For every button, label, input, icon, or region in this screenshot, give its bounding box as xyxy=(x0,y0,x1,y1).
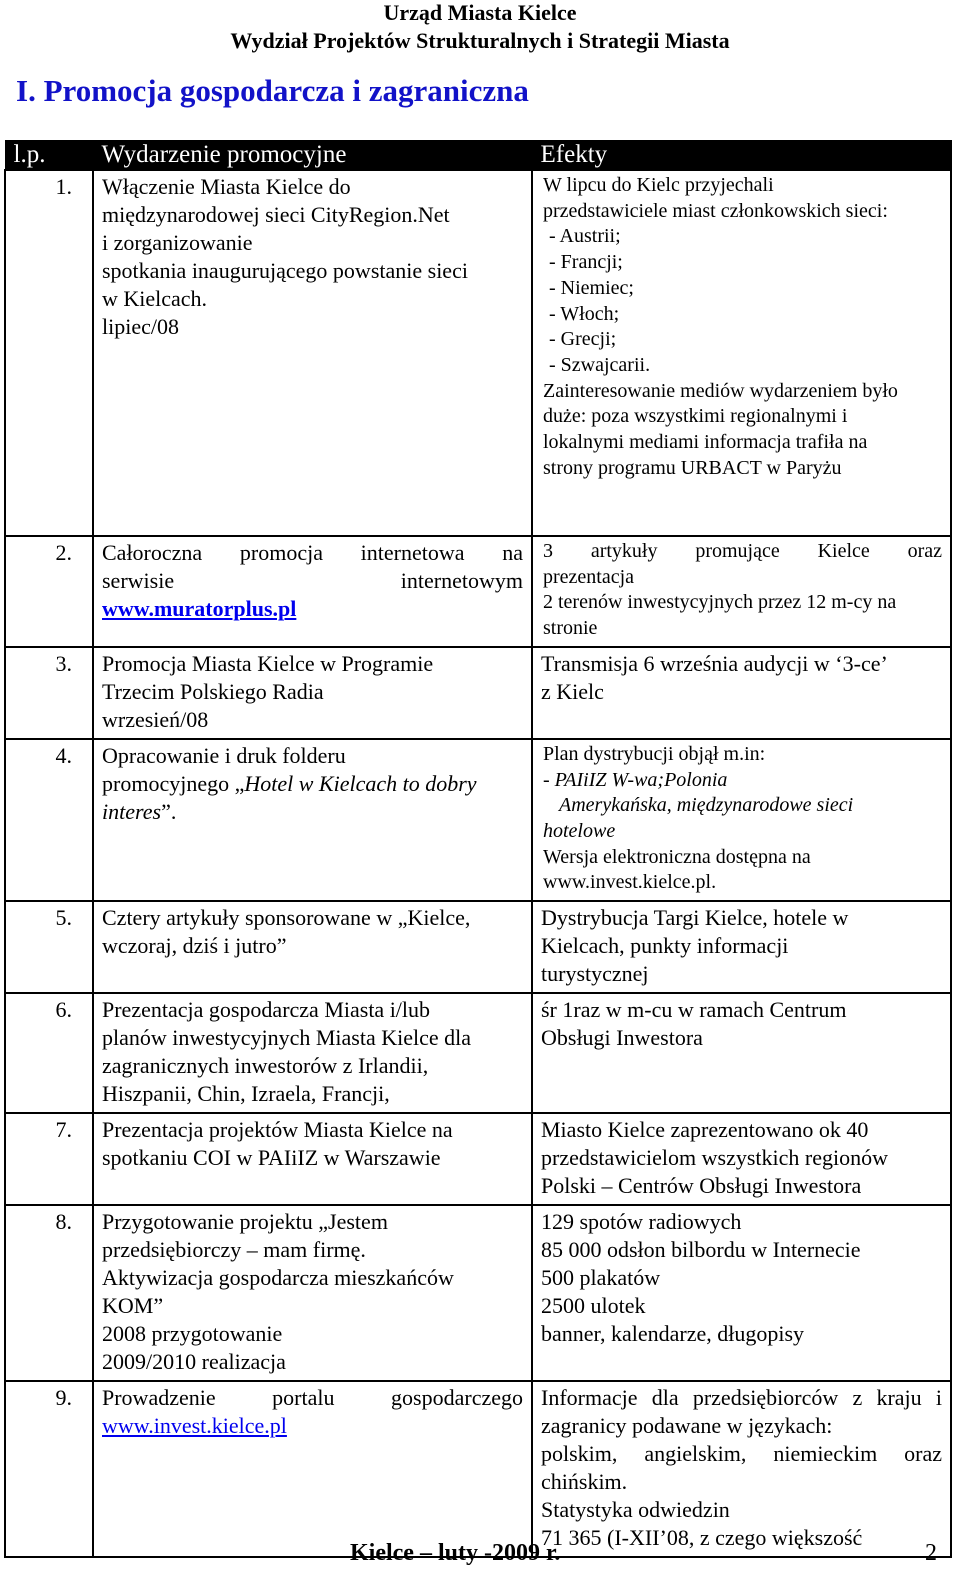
effects-line: Transmisja 6 września audycji w ‘3-ce’ xyxy=(541,650,888,676)
folder-title: Hotel w Kielcach to dobry xyxy=(244,770,477,796)
event-cell xyxy=(93,1205,532,1381)
effects-list-item: - Niemiec; xyxy=(549,276,634,299)
event-cell xyxy=(93,1381,532,1557)
column-header-event: Wydarzenie promocyjne xyxy=(93,141,532,171)
footer-date: Kielce – luty -2009 r. xyxy=(350,1540,561,1566)
event-date: wrzesień/08 xyxy=(102,706,209,732)
effects-line: Informacje dla przedsiębiorców z kraju i xyxy=(541,1385,942,1411)
event-cell xyxy=(93,739,532,901)
event-line: Cztery artykuły sponsorowane w „Kielce, xyxy=(102,905,471,931)
effects-line: polskim, angielskim, niemieckim oraz xyxy=(541,1441,942,1467)
event-line: Przygotowanie projektu „Jestem xyxy=(102,1209,388,1235)
event-line xyxy=(102,798,523,826)
event-line: Prezentacja gospodarcza Miasta i/lub xyxy=(102,997,431,1023)
event-line: 2008 przygotowanie xyxy=(102,1321,283,1347)
event-line xyxy=(102,770,523,798)
header-department-name: Wydział Projektów Strukturalnych i Strategii Miasta xyxy=(230,28,730,53)
effects-line: lokalnymi mediami informacja trafiła na xyxy=(543,431,868,454)
effects-line: prezentacja xyxy=(543,565,635,588)
effects-line: 129 spotów radiowych xyxy=(541,1209,742,1235)
effects-line: 500 plakatów xyxy=(541,1265,661,1291)
event-line: serwisie internetowym xyxy=(102,568,523,593)
row-number: 6. xyxy=(5,993,93,1113)
effects-list-item: - Grecji; xyxy=(549,328,617,351)
event-line: Prezentacja projektów Miasta Kielce na xyxy=(102,1117,453,1143)
effects-line: hotelowe xyxy=(543,819,616,842)
table-row xyxy=(5,1381,951,1557)
effects-line: śr 1raz w m-cu w ramach Centrum xyxy=(541,997,847,1023)
column-header-lp: l.p. xyxy=(5,141,93,171)
event-line: 2009/2010 realizacja xyxy=(102,1349,286,1375)
event-line: Promocja Miasta Kielce w Programie xyxy=(102,650,434,676)
row-number: 4. xyxy=(5,739,93,901)
effects-line: W lipcu do Kielc przyjechali xyxy=(543,174,774,196)
effects-line: strony programu URBACT w Paryżu xyxy=(543,456,842,479)
effects-line: Plan dystrybucji objął m.in: xyxy=(543,742,766,765)
event-line: Trzecim Polskiego Radia xyxy=(102,678,324,704)
table-row xyxy=(5,170,951,536)
effects-line: turystycznej xyxy=(541,961,649,987)
event-line: planów inwestycyjnych Miasta Kielce dla xyxy=(102,1025,472,1051)
muratorplus-link[interactable]: www.muratorplus.pl xyxy=(102,596,297,621)
event-line: Hiszpanii, Chin, Izraela, Francji, xyxy=(102,1081,390,1107)
table-row xyxy=(5,739,951,901)
event-line: Aktywizacja gospodarcza mieszkańców xyxy=(102,1265,454,1291)
effects-list-item: - Francji; xyxy=(549,251,623,274)
effects-line: Kielcach, punkty informacji xyxy=(541,933,789,959)
effects-cell xyxy=(532,647,951,739)
event-text: ”. xyxy=(161,798,177,824)
effects-line: Obsługi Inwestora xyxy=(541,1025,703,1051)
effects-line: Zainteresowanie mediów wydarzeniem było xyxy=(543,379,898,402)
event-line: w Kielcach. xyxy=(102,286,208,311)
event-line: KOM” xyxy=(102,1293,164,1319)
event-line: Prowadzenie portalu gospodarczego xyxy=(102,1385,523,1411)
event-line: i zorganizowanie xyxy=(102,230,253,255)
invest-kielce-link[interactable]: www.invest.kielce.pl xyxy=(102,1413,287,1439)
effects-cell xyxy=(532,1381,951,1557)
effects-line: przedstawicielom wszystkich regionów xyxy=(541,1145,889,1171)
effects-line: chińskim. xyxy=(541,1469,628,1495)
effects-cell xyxy=(532,739,951,901)
effects-line: zagranicy podawane w językach: xyxy=(541,1413,833,1439)
effects-cell xyxy=(532,993,951,1113)
event-line: Całoroczna promocja internetowa na xyxy=(102,540,523,565)
effects-cell xyxy=(532,170,951,536)
effects-line: - PAIiIZ W-wa;Polonia xyxy=(543,768,728,791)
event-cell xyxy=(93,536,532,647)
event-line: wczoraj, dziś i jutro” xyxy=(102,933,287,959)
effects-line: stronie xyxy=(543,617,598,640)
folder-title-end: interes xyxy=(102,798,162,824)
row-number: 3. xyxy=(5,647,93,739)
effects-line: przedstawiciele miast członkowskich sieci: xyxy=(543,199,888,222)
table-row xyxy=(5,536,951,647)
effects-line: 71 365 (I-XII’08, z czego większość xyxy=(541,1525,863,1551)
effects-line: 3 artykuły promujące Kielce oraz xyxy=(543,540,942,562)
effects-line: 2500 ulotek xyxy=(541,1293,646,1319)
effects-cell xyxy=(532,901,951,993)
table-row xyxy=(5,1113,951,1205)
effects-line: z Kielc xyxy=(541,678,604,704)
effects-line: Dystrybucja Targi Kielce, hotele w xyxy=(541,905,849,931)
effects-line: www.invest.kielce.pl. xyxy=(543,871,717,894)
event-line: przedsiębiorczy – mam firmę. xyxy=(102,1237,366,1263)
row-number: 5. xyxy=(5,901,93,993)
row-number: 7. xyxy=(5,1113,93,1205)
event-date: lipiec/08 xyxy=(102,314,179,339)
event-cell xyxy=(93,170,532,536)
effects-line: duże: poza wszystkimi regionalnymi i xyxy=(543,405,848,428)
event-cell xyxy=(93,901,532,993)
effects-line: Wersja elektroniczna dostępna na xyxy=(543,845,811,868)
effects-line: 85 000 odsłon bilbordu w Internecie xyxy=(541,1237,861,1263)
event-line: Opracowanie i druk folderu xyxy=(102,742,346,768)
table-row xyxy=(5,1205,951,1381)
event-line: spotkania inaugurującego powstanie sieci xyxy=(102,258,468,283)
effects-line: Amerykańska, międzynarodowe sieci xyxy=(559,794,854,817)
row-number: 8. xyxy=(5,1205,93,1381)
event-line: Włączenie Miasta Kielce do xyxy=(102,174,351,199)
event-line: zagranicznych inwestorów z Irlandii, xyxy=(102,1053,429,1079)
promotion-events-table xyxy=(4,140,952,1558)
table-row xyxy=(5,901,951,993)
effects-line: banner, kalendarze, długopisy xyxy=(541,1321,805,1347)
row-number: 9. xyxy=(5,1381,93,1557)
table-row xyxy=(5,647,951,739)
table-row xyxy=(5,993,951,1113)
effects-line: Polski – Centrów Obsługi Inwestora xyxy=(541,1173,862,1199)
effects-line: Statystyka odwiedzin xyxy=(541,1497,730,1523)
section-title: I. Promocja gospodarcza i zagraniczna xyxy=(16,73,529,108)
event-cell xyxy=(93,647,532,739)
effects-cell xyxy=(532,1205,951,1381)
effects-list-item: - Austrii; xyxy=(549,225,621,248)
table-header-row xyxy=(5,141,951,171)
event-cell xyxy=(93,993,532,1113)
event-cell xyxy=(93,1113,532,1205)
effects-list-item: - Szwajcarii. xyxy=(549,353,651,376)
effects-cell xyxy=(532,1113,951,1205)
event-line: spotkaniu COI w PAIiIZ w Warszawie xyxy=(102,1145,441,1171)
column-header-effects: Efekty xyxy=(532,141,951,171)
header-office-name: Urząd Miasta Kielce xyxy=(383,0,577,25)
effects-line: Miasto Kielce zaprezentowano ok 40 xyxy=(541,1117,869,1143)
page-number: 2 xyxy=(925,1540,937,1566)
event-text: promocyjnego „ xyxy=(102,770,245,796)
effects-cell xyxy=(532,536,951,647)
effects-list-item: - Włoch; xyxy=(549,302,620,325)
row-number: 2. xyxy=(5,536,93,647)
effects-line: 2 terenów inwestycyjnych przez 12 m-cy na xyxy=(543,591,897,614)
event-line: międzynarodowej sieci CityRegion.Net xyxy=(102,202,450,227)
row-number: 1. xyxy=(5,170,93,536)
